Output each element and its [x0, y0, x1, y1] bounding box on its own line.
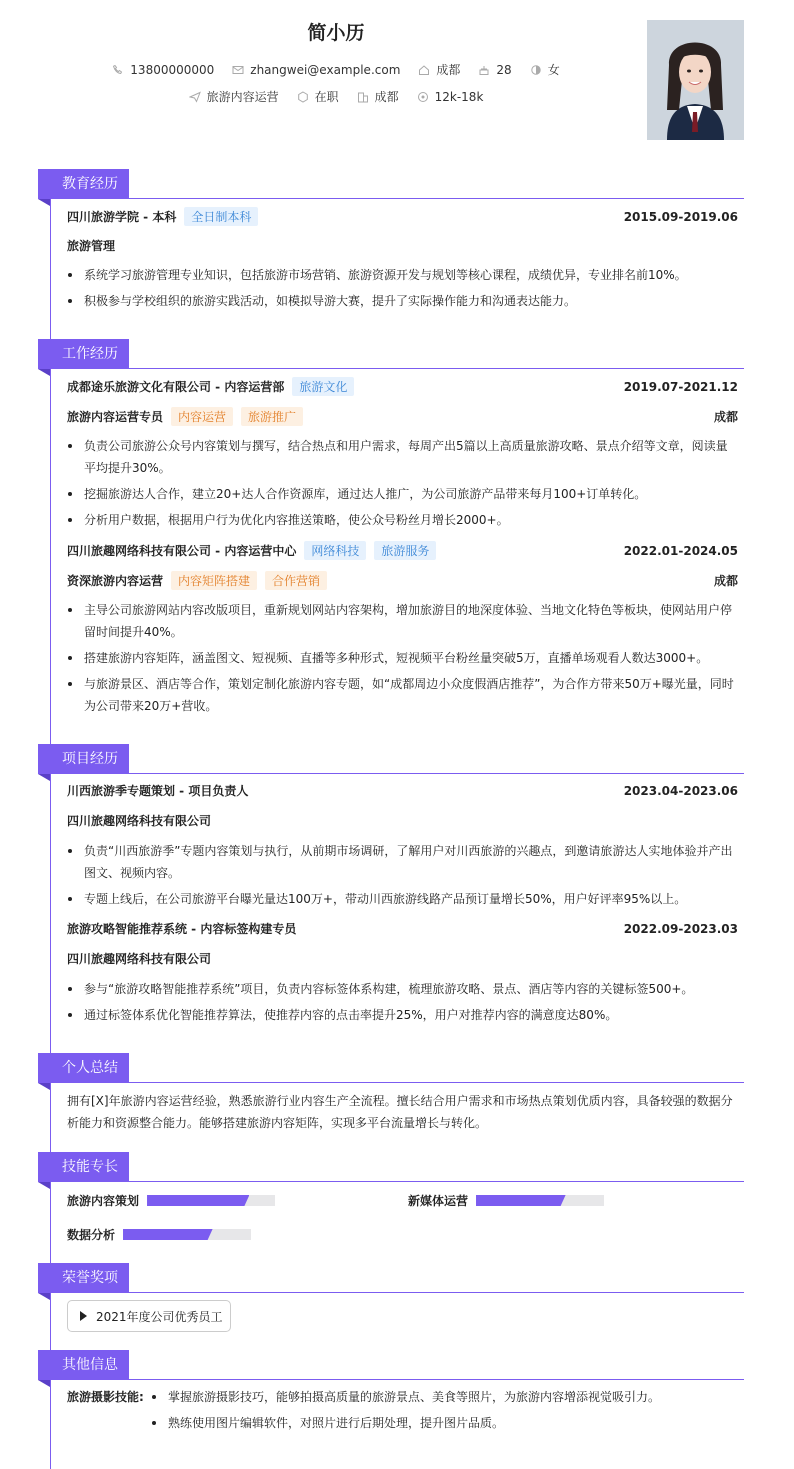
- section-rule: [129, 773, 744, 774]
- section-fold: [38, 774, 50, 781]
- education-date: 2015.09-2019.06: [623, 209, 738, 224]
- work-bullet-line: 平均提升30%。: [84, 461, 171, 475]
- section-rule: [129, 1082, 744, 1083]
- section-fold: [38, 1083, 50, 1090]
- status-text: 在职: [314, 90, 339, 104]
- other-bullet: 掌握旅游摄影技巧，能够拍摄高质量的旅游景点、美食等照片，为旅游内容增添视觉吸引力。: [151, 1386, 741, 1408]
- work-bullet: [67, 435, 738, 479]
- company-name: 成都途乐旅游文化有限公司 - 内容运营部: [67, 380, 285, 394]
- section-skills: [38, 1152, 744, 1182]
- section-summary: [38, 1053, 744, 1083]
- work-date: 2019.07-2021.12: [623, 379, 738, 394]
- city-item: [418, 61, 460, 78]
- project-date: 2022.09-2023.03: [623, 921, 738, 936]
- work-bullet-line: 留时间提升40%。: [84, 625, 183, 639]
- intent-row: [0, 88, 672, 105]
- skill-item: [67, 1226, 251, 1243]
- summary-line: 析能力和资源整合能力。能够搭建旅游内容矩阵，实现多平台流量增长与转化。: [67, 1116, 488, 1130]
- cake-icon: [478, 64, 490, 76]
- project-org: 四川旅趣网络科技有限公司: [67, 814, 212, 828]
- home-icon: [418, 64, 430, 76]
- project-title-row: [67, 920, 738, 937]
- work-bullet-line: 主导公司旅游网站内容改版项目，重新规划网站内容架构，增加旅游目的地深度体验、当地文化特色等板块，使网站用户停: [84, 603, 733, 617]
- work-bullet: 搭建旅游内容矩阵，涵盖图文、短视频、直播等多种形式，短视频平台粉丝量突破5万，直播单场观看人数达3000+。: [67, 647, 738, 669]
- other-label: 旅游摄影技能:: [67, 1390, 144, 1404]
- honor-text: 2021年度公司优秀员工: [96, 1309, 223, 1324]
- section-project: [38, 744, 744, 774]
- section-title: 教育经历: [38, 169, 129, 199]
- work-bullet: [67, 673, 738, 717]
- project-bullet-line: 负责“川西旅游季”专题内容策划与执行，从前期市场调研，了解用户对川西旅游的兴趣点，到邀请旅游达人实地体验并产出: [84, 844, 733, 858]
- phone-icon: [112, 64, 124, 76]
- section-rule: [129, 1181, 744, 1182]
- other-bullet: 熟练使用图片编辑软件，对照片进行后期处理，提升图片品质。: [151, 1412, 741, 1434]
- project-bullet-line: 图文、视频内容。: [84, 866, 181, 880]
- work-date: 2022.01-2024.05: [623, 543, 738, 558]
- company-name: 四川旅趣网络科技有限公司 - 内容运营中心: [67, 544, 297, 558]
- skill-bar: [123, 1229, 251, 1240]
- section-fold: [38, 369, 50, 376]
- send-icon: [189, 91, 201, 103]
- project-org: 四川旅趣网络科技有限公司: [67, 952, 212, 966]
- section-title: 技能专长: [38, 1152, 129, 1182]
- age-text: 28: [496, 62, 512, 77]
- project-bullet: [67, 840, 738, 884]
- email-text: zhangwei@example.com: [250, 62, 401, 77]
- section-rule: [129, 1379, 744, 1380]
- expand-triangle-icon: [80, 1311, 87, 1321]
- skill-name: 数据分析: [67, 1228, 116, 1242]
- section-honors: [38, 1263, 744, 1293]
- education-header: [67, 207, 738, 226]
- skill-bar-fill: [123, 1229, 213, 1240]
- section-title: 项目经历: [38, 744, 129, 774]
- skill-bar: [476, 1195, 604, 1206]
- work-bullet-line: 与旅游景区、酒店等合作，策划定制化旅游内容专题，如“成都周边小众度假酒店推荐”，为合作方带来50万+曝光量，同时: [84, 677, 734, 691]
- work-city-item: [357, 88, 399, 105]
- section-title: 其他信息: [38, 1350, 129, 1380]
- job-intent-item: [189, 88, 279, 105]
- work-company-row: [67, 541, 738, 560]
- gender-icon: [530, 64, 542, 76]
- skill-name: 旅游内容策划: [67, 1194, 140, 1208]
- summary-text: [67, 1090, 742, 1134]
- project-date: 2023.04-2023.06: [623, 783, 738, 798]
- skill-bar-fill: [476, 1195, 566, 1206]
- profile-photo: [647, 20, 744, 140]
- section-other: [38, 1350, 744, 1380]
- skill-item: [408, 1192, 604, 1209]
- salary-text: 12k-18k: [434, 89, 484, 104]
- status-item: [297, 88, 339, 105]
- work-bullet-line: 为公司带来20万+营收。: [84, 699, 218, 713]
- section-fold: [38, 1380, 50, 1387]
- skill-name: 新媒体运营: [408, 1194, 469, 1208]
- role-tag: 内容矩阵搭建: [171, 571, 257, 590]
- city-text: 成都: [436, 63, 461, 77]
- section-rule: [129, 198, 744, 199]
- project-org-row: [67, 950, 738, 967]
- company-tag: 网络科技: [304, 541, 366, 560]
- section-fold: [38, 199, 50, 206]
- work-city-text: 成都: [374, 90, 399, 104]
- salary-item: [417, 90, 484, 104]
- honor-item[interactable]: [67, 1300, 231, 1332]
- work-bullet-line: 负责公司旅游公众号内容策划与撰写，结合热点和用户需求，每周产出5篇以上高质量旅游攻略、景点介绍等文章，阅读量: [84, 439, 728, 453]
- section-work: [38, 339, 744, 369]
- skill-item: [67, 1192, 275, 1209]
- section-education: [38, 169, 744, 199]
- role-tag: 内容运营: [171, 407, 233, 426]
- project-bullet: 专题上线后，在公司旅游平台曝光量达100万+，带动川西旅游线路产品预订量增长50%，用户好评率95%以上。: [67, 888, 738, 910]
- work-bullet: [67, 599, 738, 643]
- role-name: 旅游内容运营专员: [67, 410, 164, 424]
- skill-bar: [147, 1195, 275, 1206]
- work-role-row: [67, 407, 738, 426]
- gender-text: 女: [547, 63, 560, 77]
- role-tag: 旅游推广: [241, 407, 303, 426]
- work-role-row: [67, 571, 738, 590]
- section-title: 荣誉奖项: [38, 1263, 129, 1293]
- work-company-row: [67, 377, 738, 396]
- section-rule: [129, 368, 744, 369]
- work-bullet: 分析用户数据，根据用户行为优化内容推送策略，使公众号粉丝月增长2000+。: [67, 509, 738, 531]
- role-name: 资深旅游内容运营: [67, 574, 164, 588]
- education-major-row: [67, 237, 738, 254]
- money-icon: [417, 91, 429, 103]
- summary-line: 拥有[X]年旅游内容运营经验，熟悉旅游行业内容生产全流程。擅长结合用户需求和市场热点策划优质内容，具备较强的数据分: [67, 1094, 733, 1108]
- section-fold: [38, 1182, 50, 1189]
- status-icon: [297, 91, 309, 103]
- job-intent-text: 旅游内容运营: [206, 90, 279, 104]
- project-bullet: 参与“旅游攻略智能推荐系统”项目，负责内容标签体系构建，梳理旅游攻略、景点、酒店等内容的关键标签500+。: [67, 978, 738, 1000]
- phone-text: 13800000000: [130, 62, 215, 77]
- work-city: 成都: [713, 574, 738, 588]
- project-org-row: [67, 812, 738, 829]
- project-bullet: 通过标签体系优化智能推荐算法，使推荐内容的点击率提升25%，用户对推荐内容的满意度达80%。: [67, 1004, 738, 1026]
- school-name: 四川旅游学院 - 本科: [67, 210, 177, 224]
- section-rule: [129, 1292, 744, 1293]
- building-icon: [357, 91, 369, 103]
- email-item: [232, 63, 400, 77]
- contact-row: [0, 61, 672, 78]
- project-title: 旅游攻略智能推荐系统 - 内容标签构建专员: [67, 922, 297, 936]
- company-tag: 旅游服务: [374, 541, 436, 560]
- work-bullet: 挖掘旅游达人合作，建立20+达人合作资源库，通过达人推广，为公司旅游产品带来每月100+订单转化。: [67, 483, 738, 505]
- company-tag: 旅游文化: [292, 377, 354, 396]
- education-bullet: 系统学习旅游管理专业知识，包括旅游市场营销、旅游资源开发与规划等核心课程，成绩优异，专业排名前10%。: [67, 264, 738, 286]
- gender-item: [530, 61, 560, 78]
- candidate-name: 简小历: [307, 22, 365, 44]
- role-tag: 合作营销: [265, 571, 327, 590]
- section-title: 工作经历: [38, 339, 129, 369]
- age-item: [478, 63, 511, 77]
- section-title: 个人总结: [38, 1053, 129, 1083]
- education-major: 旅游管理: [67, 239, 116, 253]
- education-tag: 全日制本科: [184, 207, 258, 226]
- phone-item: [112, 63, 214, 77]
- mail-icon: [232, 64, 244, 76]
- section-fold: [38, 1293, 50, 1300]
- education-bullet: 积极参与学校组织的旅游实践活动，如模拟导游大赛，提升了实际操作能力和沟通表达能力。: [67, 290, 738, 312]
- skill-bar-fill: [147, 1195, 249, 1206]
- project-title: 川西旅游季专题策划 - 项目负责人: [67, 784, 249, 798]
- work-city: 成都: [713, 410, 738, 424]
- project-title-row: [67, 782, 738, 799]
